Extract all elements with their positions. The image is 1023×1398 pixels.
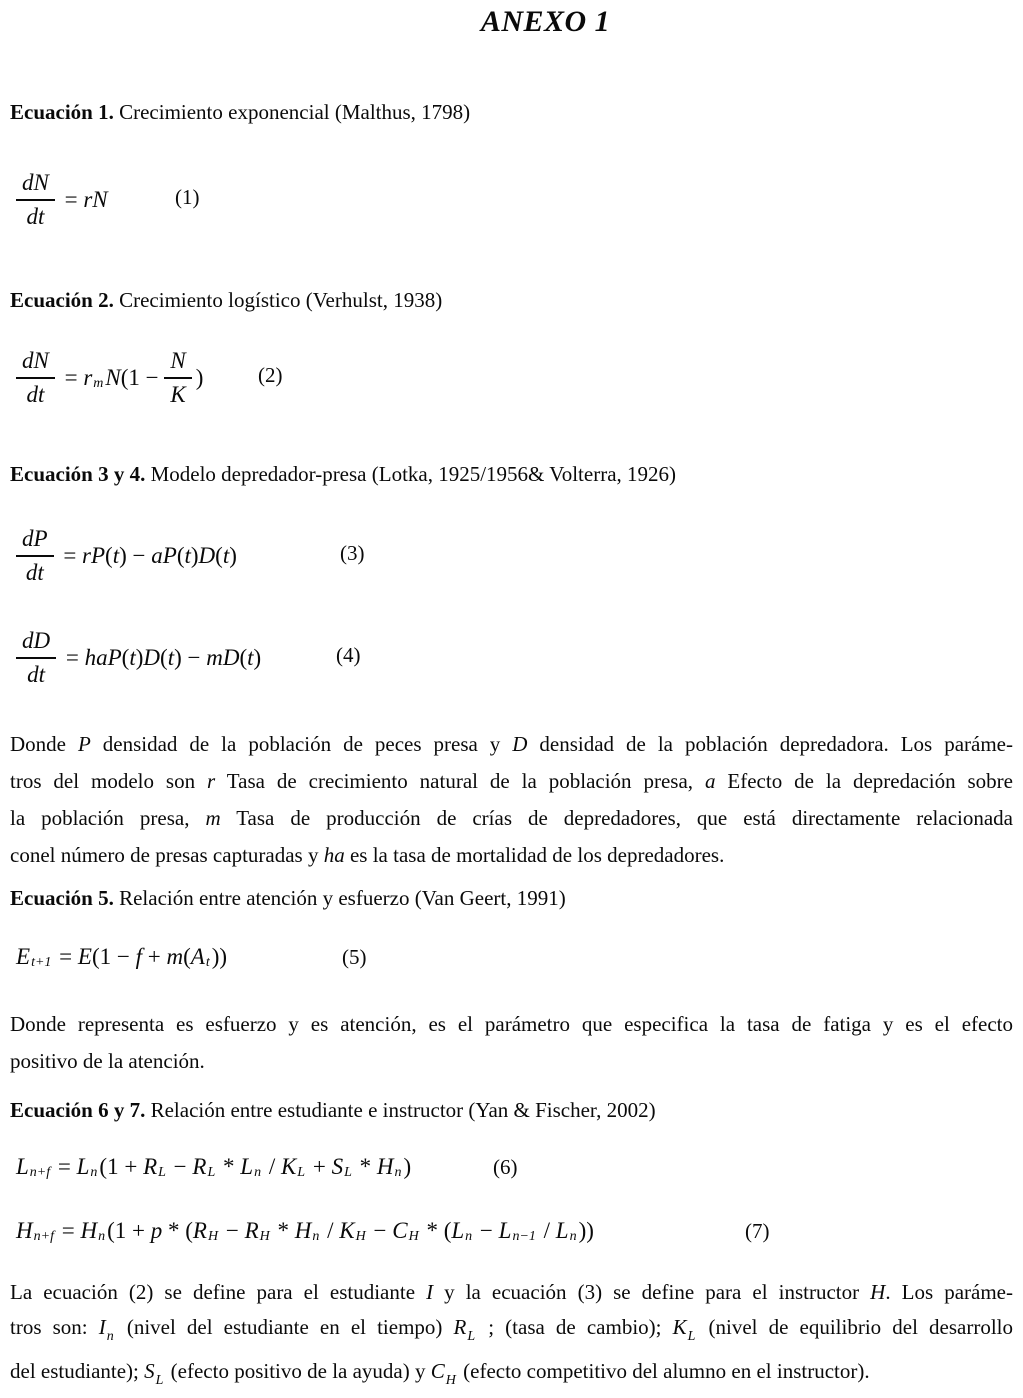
equation-number: (1): [175, 185, 200, 209]
text-run: R: [453, 1315, 467, 1339]
subscript: t+1: [31, 955, 52, 970]
text-run: t: [167, 645, 175, 670]
heading-text: Crecimiento logístico (Verhulst, 1938): [113, 288, 443, 312]
text-run: mD: [206, 645, 240, 670]
fraction: [16, 628, 56, 688]
fraction: [16, 526, 54, 586]
subscript: L: [687, 1329, 696, 1344]
text-run: r: [207, 769, 216, 793]
text-run: Donde: [10, 732, 78, 756]
paragraph-line: [10, 1275, 1013, 1310]
equation-body: [16, 1212, 594, 1250]
text-run: t: [247, 645, 254, 670]
equation-2: [10, 342, 1013, 408]
text-run: =: [53, 944, 78, 969]
text-run: (nivel del estudiante en el tiempo): [115, 1315, 454, 1339]
text-run: /: [263, 1154, 281, 1179]
text-run: (: [105, 543, 113, 568]
equation-body: [16, 628, 261, 688]
text-run: C: [430, 1359, 445, 1383]
text-run: =: [55, 1218, 81, 1243]
text-run: ): [403, 1154, 412, 1179]
fraction: [16, 170, 55, 230]
text-run: E: [16, 944, 31, 969]
text-run: ) −: [119, 543, 152, 568]
paragraph-line: [10, 1310, 1013, 1354]
equation-6: [10, 1148, 1013, 1186]
text-run: *: [353, 1154, 377, 1179]
text-run: R: [244, 1218, 259, 1243]
text-run: rN: [83, 187, 108, 212]
text-run: del estudiante);: [10, 1359, 145, 1383]
text-run: S: [331, 1154, 344, 1179]
subscript: n: [106, 1329, 114, 1344]
text-run: tros son:: [10, 1315, 99, 1339]
text-run: aP: [151, 543, 177, 568]
text-run: (: [215, 543, 223, 568]
text-run: ): [253, 645, 262, 670]
subscript: H: [355, 1229, 366, 1244]
equation-5: [10, 938, 1013, 976]
heading-label: Ecuación 2.: [10, 288, 114, 312]
subscript: L: [158, 1165, 166, 1180]
subscript: n: [312, 1229, 320, 1244]
subscript: H: [408, 1229, 419, 1244]
text-run: ): [229, 543, 237, 568]
text-run: conel número de presas capturadas y: [10, 843, 324, 867]
text-run: L: [240, 1154, 254, 1179]
equation-1: [10, 164, 1013, 230]
paragraph-line: [10, 1354, 1013, 1398]
equation-body: [16, 526, 237, 586]
subscript: n: [394, 1165, 402, 1180]
text-run: =: [58, 187, 84, 212]
equation-body: [16, 348, 203, 408]
text-run: R: [192, 1218, 207, 1243]
text-run: /: [321, 1218, 340, 1243]
text-run: =: [58, 365, 84, 390]
text-run: m: [205, 806, 221, 830]
text-run: L: [451, 1218, 465, 1243]
heading-equations-6-7: [10, 1096, 1013, 1124]
text-run: tros del modelo son: [10, 769, 208, 793]
text-run: La ecuación (2) se define para el estudiante: [10, 1280, 427, 1304]
text-run: ): [195, 365, 204, 390]
text-run: * (: [162, 1218, 193, 1243]
text-run: /: [537, 1218, 556, 1243]
subscript: n−1: [512, 1229, 536, 1244]
text-run: =: [57, 543, 83, 568]
subscript: t: [205, 955, 210, 970]
subscript: L: [467, 1329, 476, 1344]
subscript: n: [98, 1229, 106, 1244]
text-run: (: [176, 543, 185, 568]
paragraph-line: [10, 1043, 1013, 1080]
text-run: (: [121, 645, 130, 670]
text-run: t: [222, 543, 230, 568]
text-run: (1 +: [99, 1154, 144, 1179]
text-run: m: [166, 944, 184, 969]
fraction-numerator: dN: [16, 170, 55, 201]
text-run: I: [98, 1315, 106, 1339]
text-run: *: [217, 1154, 241, 1179]
text-run: +: [307, 1154, 332, 1179]
text-run: (: [183, 944, 191, 969]
text-run: Efecto de la depredación sobre: [715, 769, 1013, 793]
text-run: (1 −: [120, 365, 165, 390]
fraction-denominator: K: [170, 382, 186, 407]
text-run: −: [367, 1218, 393, 1243]
heading-label: Ecuación 5.: [10, 886, 114, 910]
text-run: E: [77, 944, 92, 969]
text-run: D: [143, 645, 161, 670]
heading-label: Ecuación 3 y 4.: [10, 462, 146, 486]
text-run: Tasa de producción de crías de depredadores, que está directamente relacionada: [220, 806, 1013, 830]
heading-equation-5: [10, 884, 1013, 912]
subscript: L: [297, 1165, 306, 1180]
text-run: ha: [323, 843, 345, 867]
text-run: (efecto competitivo del alumno en el instructor).: [457, 1359, 870, 1383]
text-run: a: [704, 769, 716, 793]
text-run: =: [60, 645, 85, 670]
subscript: H: [259, 1229, 270, 1244]
text-run: K: [280, 1154, 297, 1179]
text-run: C: [392, 1218, 408, 1243]
subscript: n: [90, 1165, 98, 1180]
subscript: n: [254, 1165, 262, 1180]
text-run: (1 +: [107, 1218, 151, 1243]
text-run: es la tasa de mortalidad de los depredadores.: [344, 843, 725, 867]
text-run: ): [190, 543, 199, 568]
equation-number: (3): [340, 541, 365, 565]
text-run: (efecto positivo de la ayuda) y: [165, 1359, 431, 1383]
text-run: ; (tasa de cambio);: [477, 1315, 673, 1339]
text-run: positivo de la atención.: [10, 1049, 205, 1073]
text-run: H: [870, 1280, 886, 1304]
text-run: )): [578, 1218, 594, 1243]
subscript: L: [207, 1165, 216, 1180]
text-run: L: [555, 1218, 569, 1243]
text-run: p: [150, 1218, 163, 1243]
text-run: Donde representa es esfuerzo y es atención, es el parámetro que especifica la tasa de fatiga y es el efecto: [10, 1012, 1013, 1036]
heading-equation-1: [10, 98, 1013, 126]
text-run: D: [198, 543, 216, 568]
heading-label: Ecuación 1.: [10, 100, 114, 124]
fraction-numerator: dD: [16, 628, 56, 659]
text-run: A: [190, 944, 205, 969]
subscript: L: [155, 1373, 164, 1388]
text-run: . Los paráme-: [885, 1280, 1013, 1304]
paragraph-line: [10, 763, 1013, 800]
paragraph-predator-prey-params: [10, 726, 1013, 874]
subscript: H: [207, 1229, 219, 1244]
text-run: L: [498, 1218, 512, 1243]
text-run: haP: [84, 645, 122, 670]
fraction-numerator: dP: [16, 526, 54, 557]
text-run: H: [294, 1218, 312, 1243]
text-run: y la ecuación (3) se define para el instructor: [433, 1280, 871, 1304]
text-run: −: [474, 1218, 499, 1243]
text-run: densidad de la población depredadora. Los paráme-: [527, 732, 1013, 756]
text-run: *: [271, 1218, 295, 1243]
heading-text: Crecimiento exponencial (Malthus, 1798): [113, 100, 471, 124]
paragraph-line: [10, 726, 1013, 763]
fraction-numerator: N: [164, 348, 191, 379]
fraction-denominator: dt: [26, 382, 45, 407]
heading-text: Modelo depredador-presa (Lotka, 1925/1956& Volterra, 1926): [145, 462, 677, 486]
fraction: [164, 348, 191, 408]
document-page: [0, 4, 1023, 1398]
equation-number: (5): [342, 945, 367, 969]
fraction: [16, 348, 55, 408]
text-run: * (: [420, 1218, 452, 1243]
paragraph-line: [10, 800, 1013, 837]
subscript: L: [344, 1165, 352, 1180]
text-run: (: [239, 645, 248, 670]
fraction-denominator: dt: [27, 662, 45, 687]
text-run: ): [135, 645, 144, 670]
text-run: H: [80, 1218, 98, 1243]
text-run: la población presa,: [10, 806, 206, 830]
text-run: rP: [82, 543, 106, 568]
text-run: R: [192, 1154, 207, 1179]
text-run: r: [83, 365, 93, 390]
fraction-denominator: dt: [25, 560, 44, 585]
text-run: (1 −: [91, 944, 136, 969]
paragraph-student-instructor-params: [10, 1275, 1013, 1398]
text-run: )): [211, 944, 228, 969]
text-run: S: [144, 1359, 155, 1383]
text-run: P: [77, 732, 91, 756]
equation-number: (4): [336, 643, 361, 667]
text-run: K: [672, 1315, 687, 1339]
equation-body: [16, 170, 108, 230]
text-run: −: [167, 1154, 193, 1179]
text-run: D: [512, 732, 528, 756]
subscript: H: [445, 1373, 456, 1388]
text-run: (nivel de equilibrio del desarrollo: [697, 1315, 1013, 1339]
subscript: n+f: [29, 1165, 51, 1180]
equation-7: [10, 1212, 1013, 1250]
equation-body: [16, 938, 227, 976]
heading-equation-2: [10, 286, 1013, 314]
paragraph-line: [10, 1006, 1013, 1043]
paragraph-line: [10, 837, 1013, 874]
heading-label: Ecuación 6 y 7.: [10, 1098, 146, 1122]
equation-number: (7): [745, 1219, 770, 1243]
equation-number: (2): [258, 363, 283, 387]
text-run: N: [105, 365, 121, 390]
subscript: n: [465, 1229, 473, 1244]
page-title: ANEXO 1: [480, 5, 611, 38]
text-run: t: [129, 645, 136, 670]
equation-number: (6): [493, 1155, 518, 1179]
text-run: K: [339, 1218, 355, 1243]
text-run: =: [52, 1154, 77, 1179]
heading-text: Relación entre estudiante e instructor (Yan & Fischer, 2002): [145, 1098, 656, 1122]
equation-4: [10, 622, 1013, 688]
text-run: ) −: [174, 645, 207, 670]
paragraph-attention-effort: [10, 1006, 1013, 1080]
text-run: densidad de la población de peces presa y: [90, 732, 513, 756]
text-run: Tasa de crecimiento natural de la población presa,: [215, 769, 705, 793]
fraction-denominator: dt: [26, 204, 45, 229]
text-run: L: [16, 1154, 29, 1179]
text-run: +: [141, 944, 167, 969]
text-run: L: [76, 1154, 90, 1179]
text-run: f: [135, 944, 142, 969]
text-run: t: [184, 543, 191, 568]
subscript: n: [569, 1229, 577, 1244]
heading-text: Relación entre atención y esfuerzo (Van Geert, 1991): [113, 886, 566, 910]
fraction-numerator: dN: [16, 348, 55, 379]
text-run: H: [376, 1154, 394, 1179]
text-run: I: [426, 1280, 434, 1304]
subscript: m: [93, 376, 104, 391]
equation-body: [16, 1148, 411, 1186]
text-run: H: [16, 1218, 33, 1243]
equation-3: [10, 520, 1013, 586]
text-run: t: [112, 543, 120, 568]
heading-equations-3-4: [10, 460, 1013, 488]
text-run: −: [220, 1218, 245, 1243]
text-run: R: [143, 1154, 158, 1179]
text-run: (: [160, 645, 168, 670]
subscript: n+f: [33, 1229, 54, 1244]
